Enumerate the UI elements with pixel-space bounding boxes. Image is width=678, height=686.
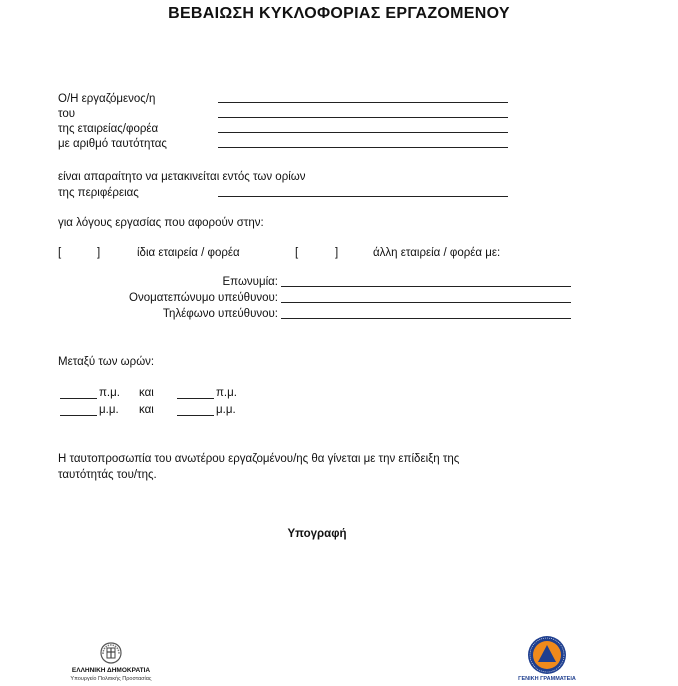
to-time-pm-field[interactable] <box>177 415 214 416</box>
pm-label-1: μ.μ. <box>99 404 119 416</box>
reasons-intro: για λόγους εργασίας που αφορούν στην: <box>58 217 264 229</box>
to-time-am-field[interactable] <box>177 398 214 399</box>
and-label-2: και <box>139 404 154 416</box>
am-label-1: π.μ. <box>99 387 120 399</box>
and-label-1: και <box>139 387 154 399</box>
greek-emblem-icon <box>98 640 124 666</box>
other-company-option: άλλη εταιρεία / φορέα με: <box>373 247 501 259</box>
employee-label: Ο/Η εργαζόμενος/η <box>58 93 156 105</box>
am-label-2: π.μ. <box>216 387 237 399</box>
hours-intro: Μεταξύ των ωρών: <box>58 356 155 368</box>
employee-name-field[interactable] <box>218 102 508 103</box>
footer-general-secretariat-label: ΓΕΝΙΚΗ ΓΡΑΜΜΑΤΕΙΑ <box>518 676 576 682</box>
identity-note-line-1: Η ταυτοπροσωπία του ανωτέρου εργαζομένου/ης θα γίνεται με την επίδειξη της <box>58 453 460 465</box>
same-company-checkbox-close[interactable]: ] <box>97 247 101 259</box>
other-company-checkbox-close[interactable]: ] <box>335 247 339 259</box>
manager-phone-label: Τηλέφωνο υπεύθυνου: <box>162 308 278 320</box>
manager-name-field[interactable] <box>281 302 571 303</box>
same-company-option: ίδια εταιρεία / φορέα <box>137 247 240 259</box>
manager-phone-field[interactable] <box>281 318 571 319</box>
from-time-pm-field[interactable] <box>60 415 97 416</box>
id-number-field[interactable] <box>218 147 508 148</box>
pm-label-2: μ.μ. <box>216 404 236 416</box>
from-time-am-field[interactable] <box>60 398 97 399</box>
id-number-label: με αριθμό ταυτότητας <box>58 138 167 150</box>
same-company-checkbox-open[interactable]: [ <box>58 247 62 259</box>
company-name-label: Επωνυμία: <box>222 276 278 288</box>
of-label: του <box>58 108 76 120</box>
other-company-checkbox-open[interactable]: [ <box>295 247 299 259</box>
document-title: ΒΕΒΑΙΩΣΗ ΚΥΚΛΟΦΟΡΙΑΣ ΕΡΓΑΖΟΜΕΝΟΥ <box>168 5 510 22</box>
father-name-field[interactable] <box>218 117 508 118</box>
company-name-field[interactable] <box>281 286 571 287</box>
footer-republic-label: ΕΛΛΗΝΙΚΗ ΔΗΜΟΚΡΑΤΙΑ <box>71 667 151 674</box>
signature-label: Υπογραφή <box>287 528 347 540</box>
company-field[interactable] <box>218 132 508 133</box>
footer-ministry-label: Υπουργείο Πολιτικής Προστασίας <box>70 676 152 682</box>
region-field[interactable] <box>218 196 508 197</box>
civil-protection-logo-icon <box>527 635 567 675</box>
identity-note-line-2: ταυτότητάς του/της. <box>58 469 157 481</box>
region-label: της περιφέρειας <box>58 187 139 199</box>
manager-name-label: Ονοματεπώνυμο υπεύθυνου: <box>129 292 278 304</box>
company-label: της εταιρείας/φορέα <box>58 123 159 135</box>
movement-text: είναι απαραίτητο να μετακινείται εντός των ορίων <box>58 171 306 183</box>
